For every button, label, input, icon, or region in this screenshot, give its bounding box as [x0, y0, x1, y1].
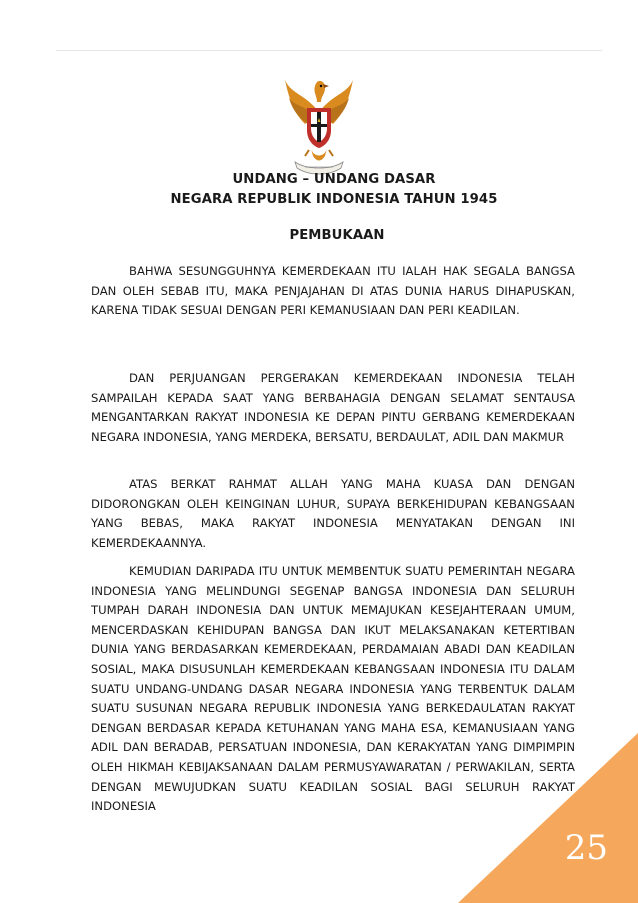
preamble-paragraph-3: [91, 475, 575, 553]
preamble-paragraph-2: [91, 369, 575, 447]
paragraph-text: BAHWA SESUNGGUHNYA KEMERDEKAAN ITU IALAH HAK SEGALA BANGSA DAN OLEH SEBAB ITU, MAKA PENJAJAHAN DI ATAS DUNIA HARUS DIHAPUSKAN, KARENA TIDAK SESUAI DENGAN PERI KEMANUSIAAN DAN PERI KEADILAN.: [91, 264, 575, 318]
page-number: 25: [564, 828, 608, 868]
corner-accent-triangle: [458, 733, 638, 903]
paragraph-text: DAN PERJUANGAN PERGERAKAN KEMERDEKAAN INDONESIA TELAH SAMPAILAH KEPADA SAAT YANG BERBAHAGIA DENGAN SELAMAT SENTAUSA MENGANTARKAN RAKYAT INDONESIA KE DEPAN PINTU GERBANG KEMERDEKAAN NEGARA INDONESIA, YANG MERDEKA, BERSATU, BERDAULAT, ADIL DAN MAKMUR: [91, 371, 575, 444]
header-divider: [56, 50, 602, 51]
paragraph-text: ATAS BERKAT RAHMAT ALLAH YANG MAHA KUASA DAN DENGAN DIDORONGKAN OLEH KEINGINAN LUHUR, SUPAYA BERKEHIDUPAN KEBANGSAAN YANG BEBAS, MAKA RAKYAT INDONESIA MENYATAKAN DENGAN INI KEMERDEKAANNYA.: [91, 477, 575, 550]
document-title-line-1: UNDANG – UNDANG DASAR: [232, 172, 436, 187]
paragraph-text: KEMUDIAN DARIPADA ITU UNTUK MEMBENTUK SUATU PEMERINTAH NEGARA INDONESIA YANG MELINDUNGI SEGENAP BANGSA INDONESIA DAN SELURUH TUMPAH DARAH INDONESIA DAN UNTUK MEMAJUKAN KESEJAHTERAAN UMUM, MENCERDASKAN KEHIDUPAN BANGSA DAN IKUT MELAKSANAKAN KETERTIBAN DUNIA YANG BERDASARKAN KEMERDEKAAN, PERDAMAIAN ABADI DAN KEADILAN SOSIAL, MAKA DISUSUNLAH KEMERDEKAAN KEBANGSAAN INDONESIA ITU DALAM SUATU UNDANG-UNDANG DASAR NEGARA INDONESIA YANG TERBENTUK DALAM SUATU SUSUNAN NEGARA REPUBLIK INDONESIA YANG BERKEDAULATAN RAKYAT DENGAN BERDASAR KEPADA KETUHANAN YANG MAHA ESA, KEMANUSIAAN YANG ADIL DAN BERADAB, PERSATUAN INDONESIA, DAN KERAKYATAN YANG DIMPIMPIN OLEH HIKMAH KEBIJAKSANAAN DALAM PERMUSYAWARATAN / PERWAKILAN, SERTA DENGAN MEWUJUDKAN SUATU KEADILAN SOSIAL BAGI SELURUH RAKYAT INDONESIA: [91, 564, 575, 814]
preamble-paragraph-1: [91, 262, 575, 321]
section-heading: PEMBUKAAN: [289, 228, 385, 243]
document-title-line-2: NEGARA REPUBLIK INDONESIA TAHUN 1945: [170, 192, 498, 207]
garuda-pancasila-emblem: [281, 72, 357, 180]
